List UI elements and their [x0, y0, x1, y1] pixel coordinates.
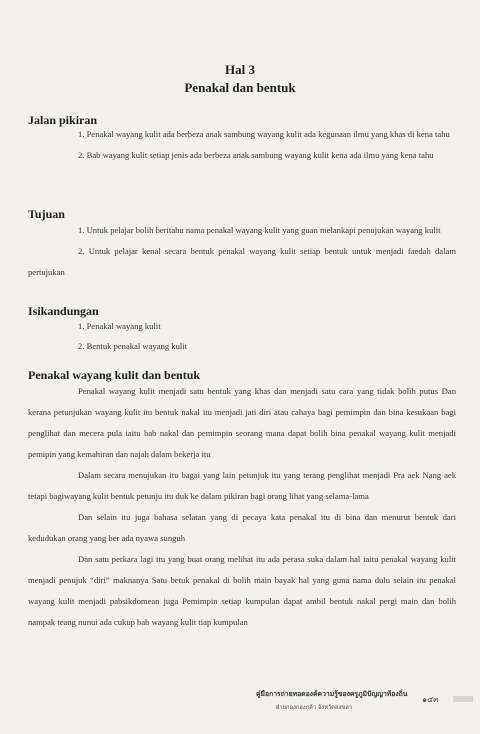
- paragraph-4: Dan satu perkara lagi itu yang buat orang melihat itu ada perasa suka dalam hal iaitu penakal wayang kulit menjadi penujuk “diri” maknanya Satu betuk penakal di bolih main bayak hal yang guna nama dulu selain itu penakal wayang kulit menjadi pabsikdomean juga Pemimpin setiap kumpulan dapat ambil bentuk nakal pergi main dan bolih nampak teang nunui ada cukup bab wayang kulit tiap kumpulan: [28, 554, 456, 627]
- jalan-pikiran-list: [28, 124, 456, 166]
- chapter-title: Penakal dan bentuk: [184, 80, 296, 95]
- jalan-pikiran-item-2: 2. Bab wayang kulit setiap jenis ada berbeza anak sambung wayang kulit kena ada ilmu yang kena tahu: [78, 150, 434, 160]
- paragraph-2: Dalam secara menujukan itu bagai yang lain petunjuk itu yang terang penglihat menjadi Pra aek Nang aek tetapi bagiwayang kulit bentuk petunju itu duk ke dalam pikiran bagi orang lihat yang selama-lama: [28, 470, 456, 501]
- page-number: ๑๔๓: [422, 695, 439, 704]
- chapter-number: Hal 3: [225, 62, 255, 77]
- heading-penakal-wayang-kulit: Penakal wayang kulit dan bentuk: [28, 368, 201, 382]
- footer-bar: [453, 696, 473, 702]
- isikandungan-list: [78, 316, 187, 356]
- tujuan-list: [28, 220, 456, 283]
- isikandungan-item-2: 2. Bentuk penakal wayang kulit: [78, 341, 188, 351]
- footer-title: คู่มือการถ่ายทอดองค์ความรู้ของครูภูมิปัญญาท้องถิ่น: [256, 690, 408, 698]
- tujuan-item-2: 2. Untuk pelajar kenal secara bentuk penakal wayang kulit setiap bentuk untuk menjadi faedah dalam pertujukan: [28, 246, 456, 277]
- heading-jalan-pikiran: Jalan pikiran: [28, 113, 98, 127]
- tujuan-item-1: 1. Untuk pelajar bolih beritahu nama penakal wayang kulit yang guan melankapi penujukan wayang kulit: [78, 225, 441, 235]
- paragraph-3: Dan selain itu juga bahasa selatan yang di pecaya kata penakal itu di bina dan menurut bentuk dari kedudukan orang yang ber ada nyawa sunguh: [28, 512, 456, 543]
- heading-tujuan: Tujuan: [28, 207, 65, 221]
- page-footer: [248, 688, 472, 718]
- paragraph-1: Penakal wayang kulit menjadi satu bentuk yang khas dan menjadi satu cara yang tidak bolih putus Dan kerana petunjukan wayang kulit itu bentuk nakal itu menjadi jati diri atau cahaya bagi pemimpin dan bina kesukaan bagi penglihat dan mecera pula iaitu bab nakal dan pemimpin seorang mana dapat bolih bina penakal wayang kulit menjadi pemipin yang kemahiran dan najah dalam bekerja itu: [28, 386, 456, 459]
- footer-subtitle: ฝ่ายกองกองกล้า จังหวัดสงขลา: [276, 705, 353, 711]
- section-body: [28, 381, 456, 633]
- jalan-pikiran-item-1: 1. Penakal wayang kulit ada berbeza anak sambung wayang kulit ada kegunaan ilmu yang khas di kena tahu: [78, 129, 450, 139]
- isikandungan-item-1: 1. Penakal wayang kulit: [78, 321, 161, 331]
- heading-isikandungan: Isikandungan: [28, 304, 99, 318]
